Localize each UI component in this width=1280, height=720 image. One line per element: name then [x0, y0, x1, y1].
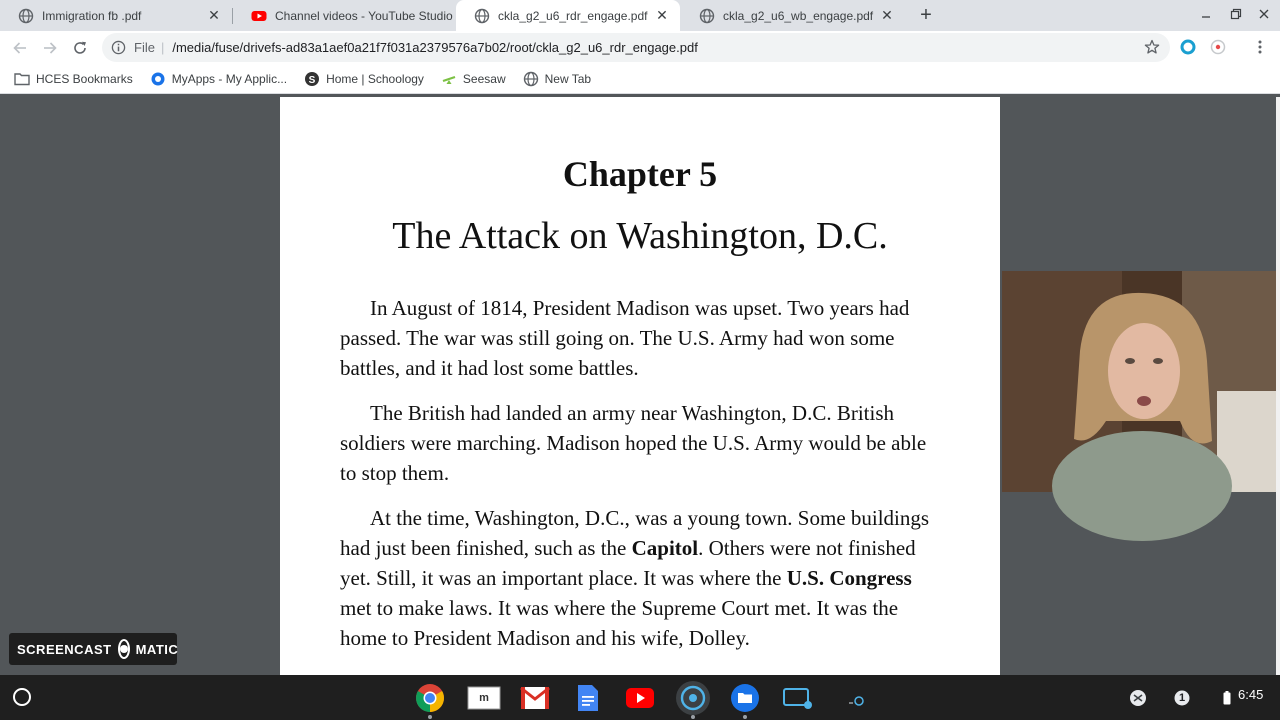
chapter-body	[340, 293, 940, 668]
info-icon[interactable]	[110, 40, 126, 56]
url-text[interactable]: /media/fuse/drivefs-ad83a1aef0a21f7f031a2379576a7b02/root/ckla_g2_u6_rdr_engage.pdf	[172, 40, 698, 55]
bookmark-label: Home | Schoology	[326, 71, 424, 86]
screen-capture-icon[interactable]	[782, 683, 812, 713]
record-icon	[118, 639, 130, 659]
body-paragraph	[340, 503, 940, 653]
wifi-icon	[1198, 683, 1218, 713]
bookmark-new-tab[interactable]	[523, 71, 591, 87]
running-indicator	[743, 715, 747, 719]
tab-youtube-studio[interactable]	[233, 0, 455, 31]
minimize-icon[interactable]	[1196, 6, 1216, 26]
body-paragraph	[340, 398, 940, 488]
globe-icon	[523, 71, 539, 87]
watermark-left: SCREENCAST	[17, 641, 112, 657]
pdf-page	[280, 97, 1000, 675]
youtube-icon	[251, 8, 267, 24]
bookmark-label: Seesaw	[462, 71, 506, 86]
globe-icon	[474, 8, 490, 24]
menu-icon[interactable]	[1252, 39, 1268, 55]
chapter-heading: Chapter 5	[562, 154, 718, 194]
vertical-scrollbar[interactable]	[1276, 97, 1280, 675]
accessibility-icon[interactable]	[1126, 683, 1150, 713]
body-paragraph	[340, 293, 940, 383]
bookmarks-bar	[0, 64, 1280, 94]
notification-count: 1	[1178, 692, 1186, 704]
svg-text:m: m	[479, 692, 489, 704]
svg-text:S: S	[308, 74, 316, 86]
chapter-title: The Attack on Washington, D.C.	[392, 215, 888, 257]
restore-icon[interactable]	[1226, 6, 1246, 26]
forward-icon[interactable]	[38, 36, 62, 60]
myapps-icon	[150, 71, 166, 87]
bookmark-myapps[interactable]	[150, 71, 287, 87]
globe-icon	[699, 8, 715, 24]
tab-strip	[0, 0, 1280, 31]
close-icon[interactable]: ✕	[881, 7, 893, 23]
url-divider: |	[160, 40, 165, 55]
chrome-icon[interactable]	[415, 683, 445, 713]
bookmark-label: New Tab	[544, 71, 592, 86]
bookmark-seesaw[interactable]	[441, 71, 506, 87]
docs-icon[interactable]	[573, 683, 603, 713]
webcam-overlay	[1002, 271, 1276, 492]
tab-title: ckla_g2_u6_wb_engage.pdf	[723, 8, 874, 23]
os-shelf	[0, 675, 1280, 720]
battery-icon	[1220, 683, 1234, 713]
bold-term: Capitol	[631, 536, 699, 560]
watermark-right: MATIC	[135, 641, 179, 657]
paragraph-text: met to make laws. It was where the Supreme Court met. It was the home to President Madison and his wife, Dolley.	[340, 596, 899, 650]
schoology-icon	[304, 71, 320, 87]
tab-immigration[interactable]	[0, 0, 232, 31]
running-indicator	[691, 715, 695, 719]
globe-icon	[18, 8, 34, 24]
youtube-icon[interactable]	[625, 683, 655, 713]
back-icon[interactable]	[8, 36, 32, 60]
screencast-extension-icon[interactable]	[1210, 39, 1226, 55]
extension-icon[interactable]	[1180, 39, 1196, 55]
tab-wb-engage[interactable]	[681, 0, 905, 31]
gmail-icon[interactable]	[520, 683, 550, 713]
tab-title: Immigration fb .pdf	[42, 8, 142, 23]
overflow-icon[interactable]	[846, 683, 866, 713]
reload-icon[interactable]	[68, 36, 92, 60]
browser-toolbar	[0, 31, 1280, 64]
clock[interactable]: 6:45	[1238, 687, 1264, 702]
bookmark-label: MyApps - My Applic...	[171, 71, 288, 86]
paragraph-text: . Others were not finished yet. Still, it was an important place. It was where the	[340, 536, 916, 590]
files-icon[interactable]	[730, 683, 760, 713]
tab-title: Channel videos - YouTube Studio	[275, 8, 453, 23]
screencast-watermark	[9, 633, 177, 665]
bookmark-star-icon[interactable]	[1144, 39, 1160, 55]
bold-term: U.S. Congress	[786, 566, 912, 590]
mimio-icon[interactable]	[467, 683, 501, 713]
seesaw-icon	[441, 71, 457, 87]
bookmark-schoology[interactable]	[304, 71, 424, 87]
url-scheme: File	[134, 40, 155, 55]
tab-title: ckla_g2_u6_rdr_engage.pdf	[498, 8, 648, 23]
close-icon[interactable]: ✕	[208, 7, 220, 23]
launcher-icon[interactable]	[13, 688, 31, 706]
tab-rdr-engage[interactable]	[456, 0, 680, 31]
folder-icon	[14, 71, 30, 87]
paragraph-text: At the time, Washington, D.C., was a young town. Some buildings had just been finished, such as the	[340, 506, 930, 560]
running-indicator	[428, 715, 432, 719]
new-tab-button[interactable]: +	[920, 4, 932, 26]
address-bar[interactable]	[102, 33, 1170, 62]
paragraph-text: The British had landed an army near Washington, D.C. British soldiers were marching. Madison hoped the U.S. Army would be able to stop them.	[340, 401, 927, 485]
close-window-icon[interactable]	[1254, 6, 1274, 26]
notification-icon[interactable]	[1170, 683, 1194, 713]
close-icon[interactable]: ✕	[656, 7, 668, 23]
bookmark-label: HCES Bookmarks	[36, 71, 133, 86]
screencast-app-icon[interactable]	[676, 681, 710, 715]
paragraph-text: In August of 1814, President Madison was upset. Two years had passed. The war was still going on. The U.S. Army had won some battles, and it had lost some battles.	[340, 296, 910, 380]
bookmark-hces[interactable]	[14, 71, 133, 87]
